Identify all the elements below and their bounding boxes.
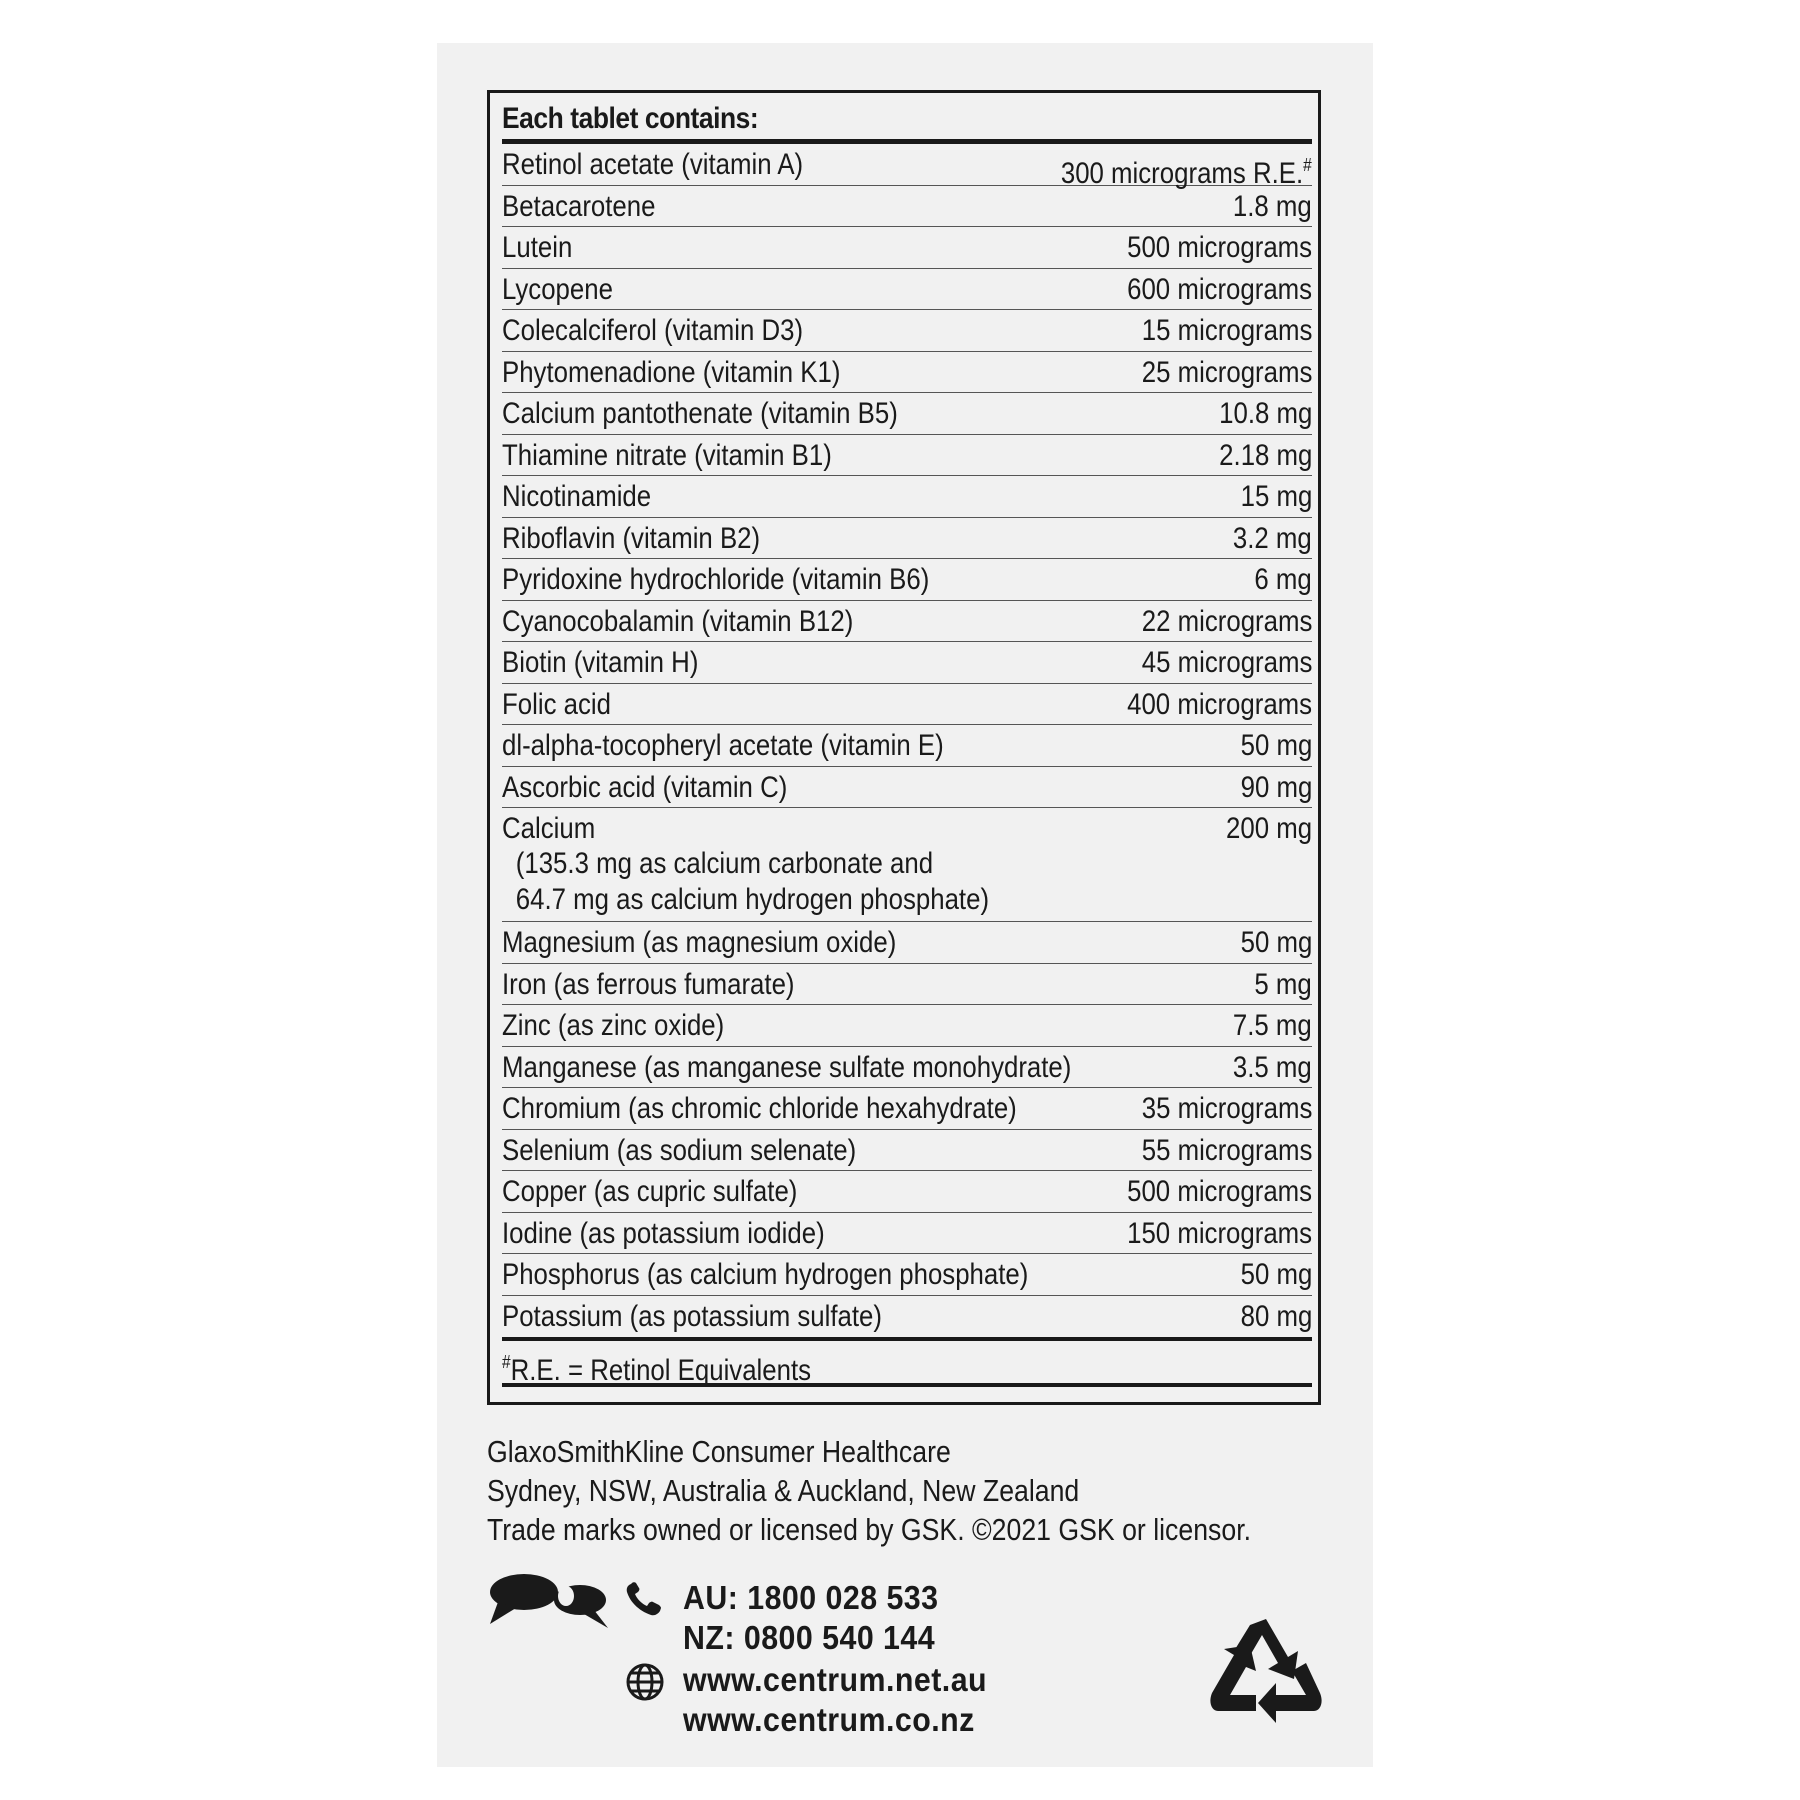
- ingredient-amount: 3.5 mg: [1233, 1050, 1312, 1084]
- ingredient-amount: 50 mg: [1240, 926, 1312, 959]
- phone-nz[interactable]: NZ: 0800 540 144: [683, 1619, 936, 1656]
- ingredient-amount: 15 micrograms: [1141, 314, 1312, 347]
- ingredient-amount: 15 mg: [1240, 480, 1312, 513]
- table-row: [502, 186, 1312, 228]
- ingredient-amount: 500 micrograms: [1127, 1175, 1312, 1208]
- ingredient-amount: 2.18 mg: [1218, 438, 1312, 472]
- ingredient-name: Magnesium (as magnesium oxide): [502, 926, 897, 959]
- table-heading: Each tablet contains:: [502, 102, 759, 135]
- ingredient-name: Nicotinamide: [502, 480, 652, 513]
- ingredient-amount: 150 micrograms: [1127, 1216, 1312, 1250]
- table-row: [502, 1088, 1312, 1130]
- phone-icon: [625, 1582, 665, 1618]
- ingredient-name: Cyanocobalamin (vitamin B12): [502, 604, 854, 638]
- ingredient-name: Copper (as cupric sulfate): [502, 1175, 798, 1208]
- ingredient-name: Betacarotene: [502, 189, 656, 223]
- table-row: [502, 227, 1312, 269]
- ingredient-name: Zinc (as zinc oxide): [502, 1009, 725, 1042]
- table-row: [502, 144, 1312, 190]
- ingredients-table: [487, 90, 1321, 1405]
- ingredient-amount: 80 mg: [1240, 1299, 1312, 1333]
- ingredient-amount: 300 micrograms R.E.#: [1061, 155, 1312, 190]
- table-row: [502, 476, 1312, 518]
- ingredient-name: Ascorbic acid (vitamin C): [502, 770, 788, 804]
- table-row: [502, 808, 1312, 922]
- ingredient-name: dl-alpha-tocopheryl acetate (vitamin E): [502, 729, 944, 762]
- ingredient-amount: 25 micrograms: [1141, 355, 1312, 389]
- ingredient-amount: 90 mg: [1240, 770, 1312, 804]
- speech-bubbles-icon: [488, 1572, 612, 1632]
- ingredient-detail: 64.7 mg as calcium hydrogen phosphate): [515, 883, 990, 916]
- ingredient-detail: (135.3 mg as calcium carbonate and: [515, 847, 934, 880]
- table-row: [502, 559, 1312, 601]
- ingredient-amount: 500 micrograms: [1127, 231, 1312, 264]
- table-row: [502, 1130, 1312, 1172]
- table-row: [502, 352, 1312, 394]
- phone-au[interactable]: AU: 1800 028 533: [683, 1579, 939, 1616]
- trademark-notice: Trade marks owned or licensed by GSK. ©2021 GSK or licensor.: [487, 1512, 1252, 1547]
- ingredient-amount: 600 micrograms: [1127, 272, 1312, 306]
- recycle-icon: [1204, 1617, 1328, 1733]
- table-row: [502, 1254, 1312, 1296]
- table-row: [502, 725, 1312, 767]
- ingredient-name: Folic acid: [502, 687, 611, 721]
- ingredient-name: Pyridoxine hydrochloride (vitamin B6): [502, 563, 930, 596]
- table-row: [502, 1005, 1312, 1047]
- globe-icon: [625, 1662, 665, 1702]
- ingredient-name: Iodine (as potassium iodide): [502, 1216, 825, 1250]
- ingredient-amount: 35 micrograms: [1141, 1092, 1312, 1125]
- table-row: [502, 269, 1312, 311]
- ingredient-name: Riboflavin (vitamin B2): [502, 521, 761, 555]
- table-row: [502, 1296, 1312, 1338]
- ingredient-name: Iron (as ferrous fumarate): [502, 967, 795, 1001]
- ingredient-name: Thiamine nitrate (vitamin B1): [502, 438, 832, 472]
- ingredient-amount: 10.8 mg: [1218, 397, 1312, 430]
- ingredient-name: Selenium (as sodium selenate): [502, 1133, 857, 1167]
- ingredient-name: Potassium (as potassium sulfate): [502, 1299, 882, 1333]
- ingredient-name: Lycopene: [502, 272, 613, 306]
- ingredient-amount: 45 micrograms: [1141, 646, 1312, 679]
- ingredient-name: Chromium (as chromic chloride hexahydrate): [502, 1092, 1017, 1125]
- ingredient-name: Phytomenadione (vitamin K1): [502, 355, 841, 389]
- ingredient-amount: 22 micrograms: [1141, 604, 1312, 638]
- table-row: [502, 767, 1312, 809]
- ingredient-amount: 7.5 mg: [1233, 1009, 1312, 1042]
- ingredient-amount: 55 micrograms: [1141, 1133, 1312, 1167]
- company-location: Sydney, NSW, Australia & Auckland, New Zealand: [487, 1473, 1080, 1508]
- ingredient-name: Phosphorus (as calcium hydrogen phosphate): [502, 1258, 1029, 1291]
- table-row: [502, 684, 1312, 726]
- ingredient-amount: 5 mg: [1254, 967, 1312, 1001]
- ingredient-amount: 200 mg: [1225, 812, 1312, 845]
- company-name: GlaxoSmithKline Consumer Healthcare: [487, 1434, 951, 1469]
- table-row: [502, 1213, 1312, 1255]
- table-row: [502, 393, 1312, 435]
- table-row: [502, 601, 1312, 643]
- ingredient-name: Lutein: [502, 231, 573, 264]
- table-row: [502, 642, 1312, 684]
- ingredient-amount: 400 micrograms: [1127, 687, 1312, 721]
- company-info: [487, 1432, 1375, 1549]
- ingredient-amount: 50 mg: [1240, 1258, 1312, 1291]
- ingredient-amount: 3.2 mg: [1233, 521, 1312, 555]
- table-row: [502, 435, 1312, 477]
- ingredient-name: Manganese (as manganese sulfate monohydrate): [502, 1050, 1072, 1084]
- table-row: [502, 518, 1312, 560]
- ingredient-amount: 1.8 mg: [1233, 189, 1312, 223]
- table-row: [502, 310, 1312, 352]
- ingredient-name: Calcium pantothenate (vitamin B5): [502, 397, 898, 430]
- table-row: [502, 1047, 1312, 1089]
- table-row: [502, 964, 1312, 1006]
- footnote: #R.E. = Retinol Equivalents: [502, 1352, 812, 1387]
- ingredient-name: Retinol acetate (vitamin A): [502, 148, 804, 181]
- ingredient-name: Calcium (135.3 mg as calcium carbonate and 64.7 mg as calcium hydrogen phosphate): [502, 812, 990, 916]
- ingredient-amount: 50 mg: [1240, 729, 1312, 762]
- table-row: [502, 922, 1312, 964]
- ingredient-amount: 6 mg: [1254, 563, 1312, 596]
- ingredient-name: Biotin (vitamin H): [502, 646, 699, 679]
- ingredient-name: Colecalciferol (vitamin D3): [502, 314, 804, 347]
- website-nz-link[interactable]: www.centrum.co.nz: [683, 1701, 975, 1738]
- website-au-link[interactable]: www.centrum.net.au: [683, 1661, 988, 1698]
- table-row: [502, 1171, 1312, 1213]
